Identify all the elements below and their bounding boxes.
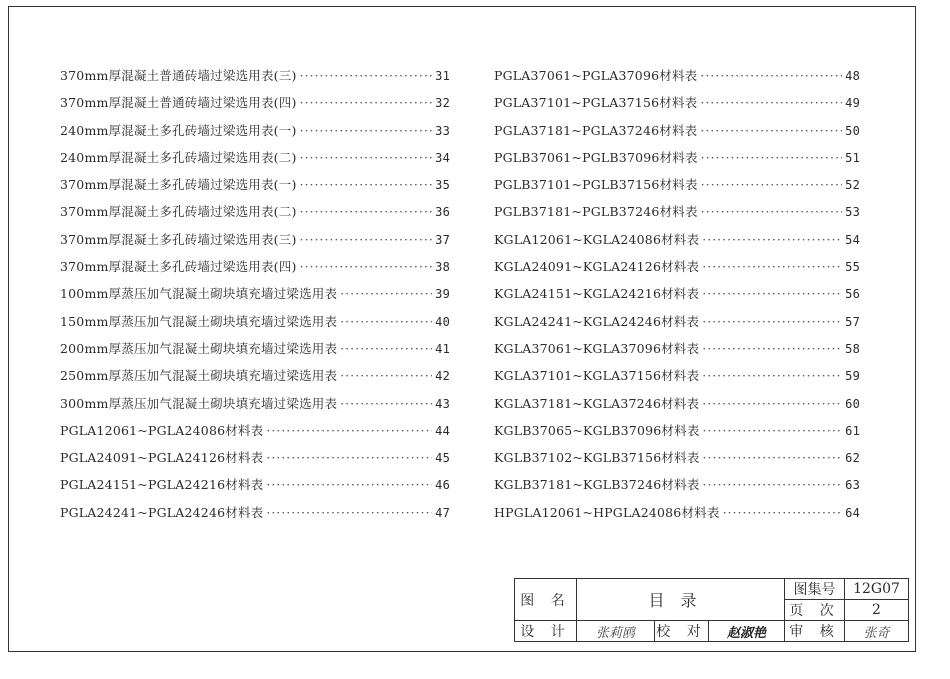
dot-leader <box>300 150 433 165</box>
toc-entry <box>494 257 860 284</box>
toc-entry-page: 59 <box>845 369 860 384</box>
toc-entry-title: 370mm厚混凝土多孔砖墙过梁选用表(三) <box>60 231 297 247</box>
dot-leader <box>703 450 843 465</box>
toc-entry-page: 31 <box>435 69 450 83</box>
toc-entry-page: 57 <box>845 314 860 329</box>
toc-entry-page: 62 <box>845 451 860 466</box>
toc-entry-page: 38 <box>435 260 450 275</box>
toc-entry-title: KGLA24241~KGLA24246材料表 <box>494 313 700 329</box>
dot-leader <box>703 477 843 492</box>
toc-entry-page: 41 <box>435 341 450 356</box>
toc-entry-title: PGLA37181~PGLA37246材料表 <box>494 122 698 138</box>
toc-entry-page: 36 <box>435 205 450 220</box>
dot-leader <box>702 259 842 274</box>
dot-leader <box>300 259 433 274</box>
toc-entry-title: 150mm厚蒸压加气混凝土砌块填充墙过梁选用表 <box>60 313 338 329</box>
dot-leader <box>702 286 842 301</box>
page-label: 页 次 <box>785 600 845 621</box>
toc-entry-title: PGLB37181~PGLB37246材料表 <box>494 204 698 220</box>
toc-entry-page: 56 <box>845 287 860 302</box>
dot-leader <box>340 286 432 301</box>
toc-entry <box>494 503 860 530</box>
toc-entry <box>494 121 860 148</box>
toc-entry-title: KGLA12061~KGLA24086材料表 <box>494 231 700 247</box>
toc-entry-page: 33 <box>435 123 450 138</box>
toc-entry <box>494 394 860 421</box>
toc-entry-title: KGLA37181~KGLA37246材料表 <box>494 395 700 411</box>
design-label: 设 计 <box>515 621 577 642</box>
atlas-no-label: 图集号 <box>785 579 845 600</box>
toc-entry-page: 43 <box>435 396 450 411</box>
toc-entry <box>60 284 450 311</box>
dot-leader <box>340 341 432 356</box>
dot-leader <box>702 232 842 247</box>
toc-entry-title: 300mm厚蒸压加气混凝土砌块填充墙过梁选用表 <box>60 395 338 411</box>
toc-entry-page: 47 <box>435 505 450 520</box>
drawing-name: 目录 <box>577 579 785 621</box>
page-number: 2 <box>845 600 909 621</box>
toc-entry <box>494 66 860 93</box>
toc-entry <box>494 312 860 339</box>
toc-entry <box>60 475 450 502</box>
toc-entry-title: KGLA37061~KGLA37096材料表 <box>494 340 700 356</box>
toc-entry <box>60 202 450 229</box>
toc-entry-title: HPGLA12061~HPGLA24086材料表 <box>494 504 720 520</box>
toc-entry <box>494 230 860 257</box>
toc-entry-title: 250mm厚蒸压加气混凝土砌块填充墙过梁选用表 <box>60 368 338 384</box>
toc-entry-title: PGLA24091~PGLA24126材料表 <box>60 450 264 466</box>
toc-entry-page: 45 <box>435 451 450 466</box>
dot-leader <box>702 396 842 411</box>
toc-entry <box>60 257 450 284</box>
toc-entry-title: 100mm厚蒸压加气混凝土砌块填充墙过梁选用表 <box>60 286 338 302</box>
drawing-name-label: 图 名 <box>515 579 577 621</box>
toc-entry <box>494 448 860 475</box>
dot-leader <box>300 232 433 247</box>
toc-entry-page: 49 <box>845 96 860 111</box>
toc-entry <box>60 121 450 148</box>
toc-entry-page: 42 <box>435 369 450 384</box>
toc-entry-title: PGLA37061~PGLA37096材料表 <box>494 68 698 83</box>
atlas-no: 12G07 <box>845 579 909 600</box>
dot-leader <box>703 423 843 438</box>
toc-entry-title: PGLB37061~PGLB37096材料表 <box>494 149 698 165</box>
dot-leader <box>300 95 433 110</box>
dot-leader <box>701 204 842 219</box>
toc-entry-title: PGLB37101~PGLB37156材料表 <box>494 177 698 193</box>
check-label: 校 对 <box>655 621 709 642</box>
designer-signature: 张莉鸥 <box>577 621 655 642</box>
toc-entry-title: KGLA24151~KGLA24216材料表 <box>494 286 700 302</box>
toc-entry <box>60 93 450 120</box>
dot-leader <box>723 505 843 520</box>
toc-entry <box>60 66 450 93</box>
toc-entry-page: 55 <box>845 260 860 275</box>
toc-entry <box>494 175 860 202</box>
toc-entry-page: 46 <box>435 478 450 493</box>
dot-leader <box>700 95 842 110</box>
toc-entry-page: 40 <box>435 314 450 329</box>
toc-left-column <box>60 66 450 530</box>
toc-entry <box>60 312 450 339</box>
dot-leader <box>700 68 842 83</box>
toc-entry-page: 37 <box>435 232 450 247</box>
toc-entry <box>494 148 860 175</box>
dot-leader <box>702 341 842 356</box>
toc-entry <box>494 202 860 229</box>
dot-leader <box>701 177 842 192</box>
dot-leader <box>340 396 432 411</box>
toc-entry <box>494 475 860 502</box>
toc-entry <box>60 421 450 448</box>
toc-entry <box>494 366 860 393</box>
toc-entry <box>60 148 450 175</box>
toc-entry-title: 370mm厚混凝土多孔砖墙过梁选用表(二) <box>60 204 297 220</box>
toc-entry-page: 51 <box>845 150 860 165</box>
dot-leader <box>340 368 432 383</box>
toc-entry-page: 35 <box>435 178 450 193</box>
toc-entry <box>494 421 860 448</box>
toc-entry <box>60 503 450 530</box>
toc-entry-page: 34 <box>435 150 450 165</box>
checker-signature: 赵淑艳 <box>709 621 785 642</box>
toc-entry <box>60 175 450 202</box>
toc-entry-page: 52 <box>845 178 860 193</box>
title-block <box>514 578 909 642</box>
reviewer-signature: 张奇 <box>845 621 909 642</box>
dot-leader <box>266 423 432 438</box>
toc-entry <box>60 339 450 366</box>
toc-entry-page: 53 <box>845 205 860 220</box>
dot-leader <box>701 150 842 165</box>
toc-entry-page: 60 <box>845 396 860 411</box>
toc-entry-title: KGLB37102~KGLB37156材料表 <box>494 450 700 466</box>
toc-entry-page: 54 <box>845 232 860 247</box>
toc-entry-title: PGLA12061~PGLA24086材料表 <box>60 422 264 438</box>
toc-entry-page: 50 <box>845 123 860 138</box>
toc-right-column <box>494 66 860 530</box>
toc-entry-title: 240mm厚混凝土多孔砖墙过梁选用表(二) <box>60 149 297 165</box>
toc-entry <box>494 284 860 311</box>
review-label: 审 核 <box>785 621 845 642</box>
toc-entry <box>60 230 450 257</box>
toc-entry-title: 370mm厚混凝土多孔砖墙过梁选用表(一) <box>60 177 297 193</box>
dot-leader <box>266 450 432 465</box>
toc-entry-page: 61 <box>845 423 860 438</box>
dot-leader <box>300 204 433 219</box>
dot-leader <box>300 68 433 83</box>
toc-entry-title: PGLA24241~PGLA24246材料表 <box>60 504 264 520</box>
dot-leader <box>702 314 842 329</box>
toc-entry-page: 48 <box>845 69 860 83</box>
toc-entry-page: 64 <box>845 505 860 520</box>
dot-leader <box>702 368 842 383</box>
toc-entry <box>494 339 860 366</box>
toc-entry-title: PGLA37101~PGLA37156材料表 <box>494 95 698 111</box>
toc-entry-title: 200mm厚蒸压加气混凝土砌块填充墙过梁选用表 <box>60 340 338 356</box>
toc-entry-title: 370mm厚混凝土普通砖墙过梁选用表(四) <box>60 95 297 111</box>
toc-entry-title: KGLA24091~KGLA24126材料表 <box>494 259 700 275</box>
toc-entry-page: 32 <box>435 96 450 111</box>
toc-entry-title: 240mm厚混凝土多孔砖墙过梁选用表(一) <box>60 122 297 138</box>
toc-entry-title: 370mm厚混凝土普通砖墙过梁选用表(三) <box>60 68 297 83</box>
dot-leader <box>300 123 433 138</box>
toc-entry-page: 39 <box>435 287 450 302</box>
toc-entry-page: 63 <box>845 478 860 493</box>
dot-leader <box>266 505 432 520</box>
toc-entry <box>494 93 860 120</box>
toc-entry-title: KGLA37101~KGLA37156材料表 <box>494 368 700 384</box>
dot-leader <box>300 177 433 192</box>
toc-entry <box>60 394 450 421</box>
dot-leader <box>340 314 432 329</box>
toc-entry-page: 44 <box>435 423 450 438</box>
toc-entry-title: PGLA24151~PGLA24216材料表 <box>60 477 264 493</box>
dot-leader <box>700 123 842 138</box>
toc-entry-title: KGLB37065~KGLB37096材料表 <box>494 422 700 438</box>
dot-leader <box>266 477 432 492</box>
toc-entry-title: 370mm厚混凝土多孔砖墙过梁选用表(四) <box>60 259 297 275</box>
toc-entry <box>60 448 450 475</box>
toc-entry <box>60 366 450 393</box>
toc-entry-title: KGLB37181~KGLB37246材料表 <box>494 477 700 493</box>
toc-entry-page: 58 <box>845 341 860 356</box>
